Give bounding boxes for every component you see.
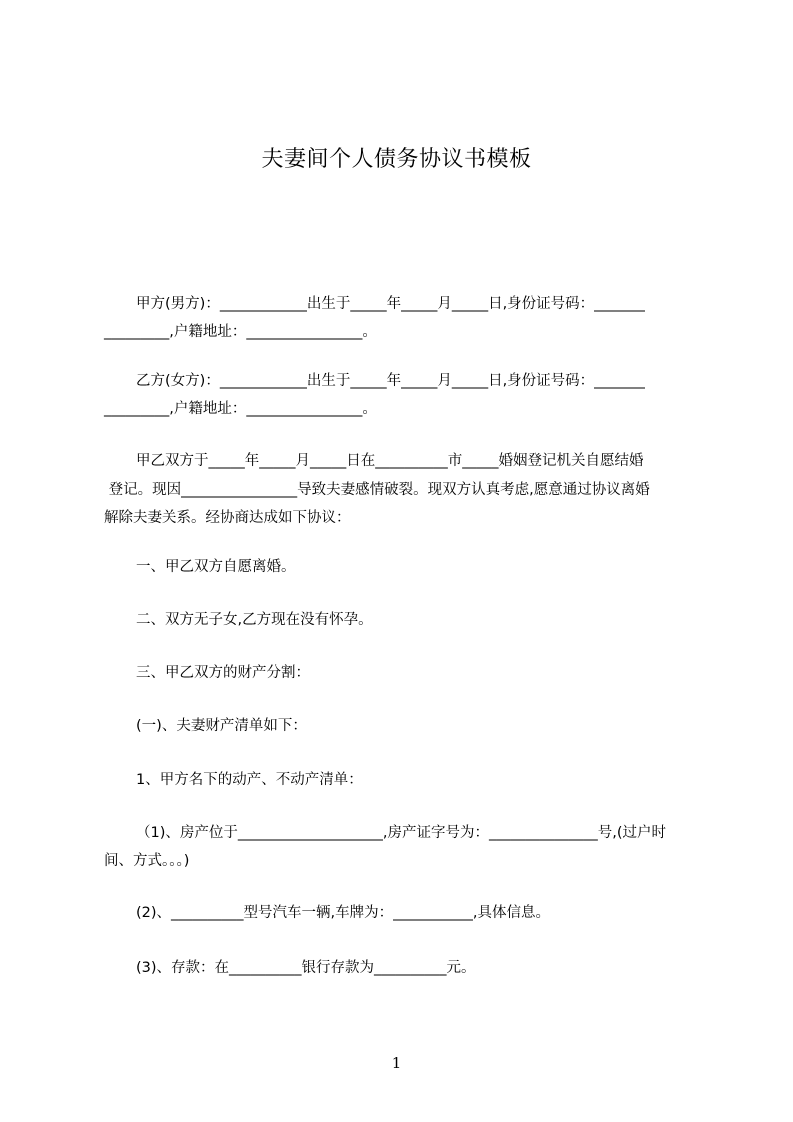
party-b-line-1: 乙方(女方)：____________出生于_____年_____月_____日,身份证号码：_______ (136, 373, 645, 389)
document-title: 夫妻间个人债务协议书模板 (261, 147, 532, 172)
intro-line-2: 登记。现因________________导致夫妻感情破裂。现双方认真考虑,愿意通过协议离婚 (104, 482, 650, 498)
clause-3: 三、甲乙双方的财产分割： (136, 665, 310, 681)
vehicle-line: (2)、__________型号汽车一辆,车牌为：___________,具体信息。 (136, 905, 551, 921)
intro-line-3: 解除夫妻关系。经协商达成如下协议： (104, 510, 351, 526)
party-b-line-2: _________,户籍地址：________________。 (104, 401, 377, 417)
item-1: 1、甲方名下的动产、不动产清单： (136, 772, 363, 788)
party-a-line-2: _________,户籍地址：________________。 (104, 324, 377, 340)
deposit-line: (3)、存款：在__________银行存款为__________元。 (136, 960, 476, 976)
property-line-1: （1)、房产位于____________________,房产证字号为：_______________号,(过户时 (136, 825, 667, 841)
clause-2: 二、双方无子女,乙方现在没有怀孕。 (136, 612, 373, 628)
property-line-2: 间、方式。。。) (104, 853, 190, 869)
page-number: 1 (391, 1054, 402, 1072)
sub-clause-1: (一)、夫妻财产清单如下： (136, 718, 307, 734)
clause-1: 一、甲乙双方自愿离婚。 (136, 559, 296, 575)
intro-line-1: 甲乙双方于_____年_____月_____日在__________市_____婚姻登记机关自愿结婚 (136, 453, 644, 469)
party-a-line-1: 甲方(男方)：____________出生于_____年_____月_____日,身份证号码：_______ (136, 296, 645, 312)
